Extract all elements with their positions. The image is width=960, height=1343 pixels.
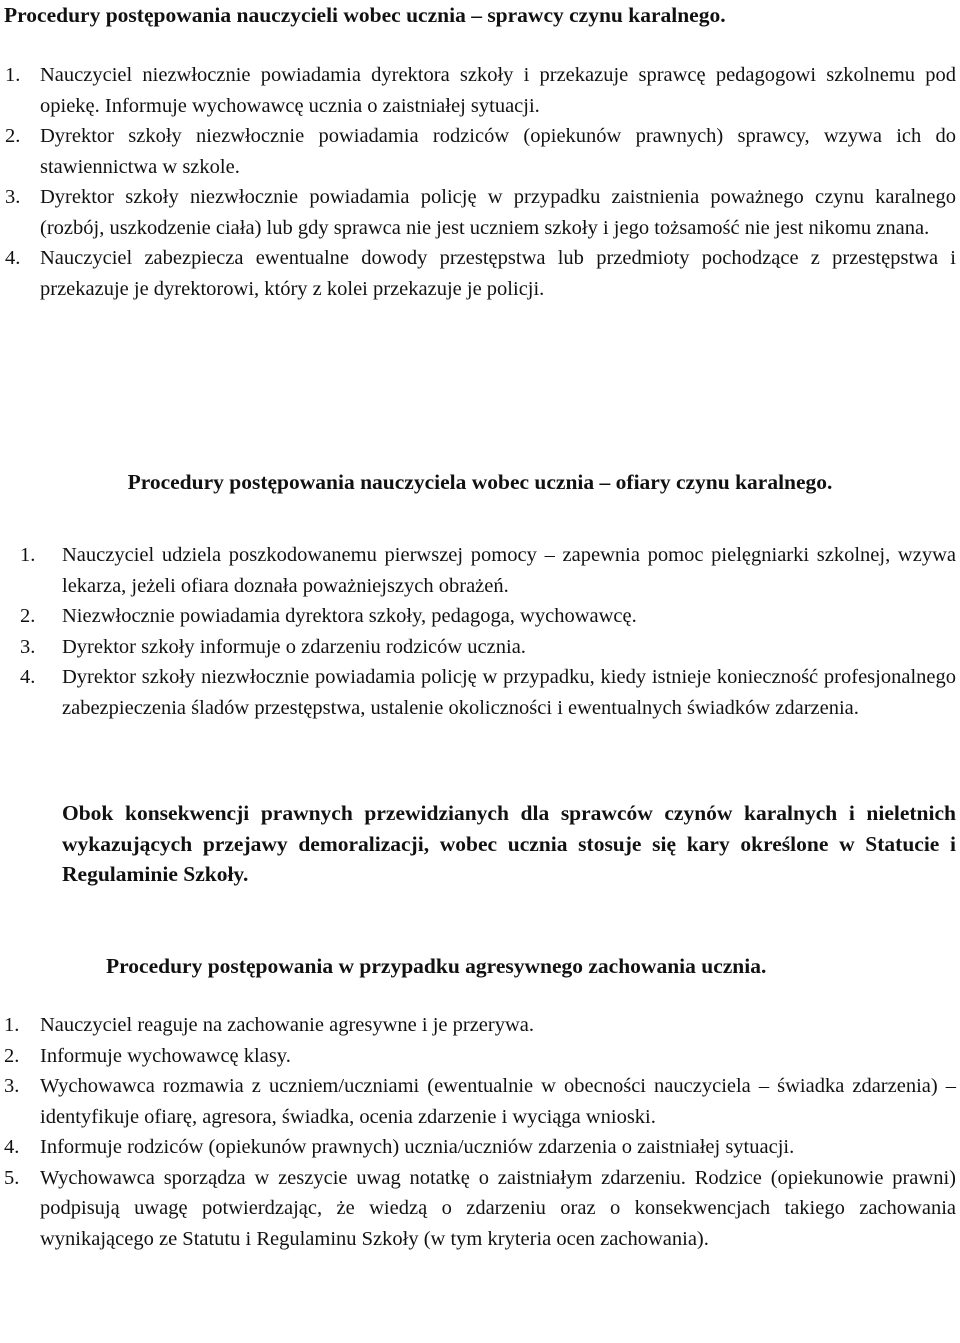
item-text: Informuje rodziców (opiekunów prawnych) ucznia/uczniów zdarzenia o zaistniałej sytuacji. xyxy=(40,1136,795,1158)
list-item xyxy=(0,540,960,601)
procedure-list xyxy=(0,60,960,304)
item-number: 3. xyxy=(5,186,21,208)
item-text: Informuje wychowawcę klasy. xyxy=(40,1044,291,1067)
item-number: 4. xyxy=(5,247,21,269)
item-text: Dyrektor szkoły niezwłocznie powiadamia policję w przypadku, kiedy istnieje konieczność profesjonalnego zabezpieczenia śladów przestępstwa, ustalenie okoliczności i ewentualnych świadków zdarzenia. xyxy=(62,666,956,719)
item-text: Nauczyciel udziela poszkodowanemu pierwszej pomocy – zapewnia pomoc pielęgniarki szkolnej, wzywa lekarza, jeżeli ofiara doznała poważniejszych obrażeń. xyxy=(62,544,956,597)
list-item xyxy=(0,1071,960,1132)
item-number: 4. xyxy=(20,666,36,688)
item-number: 1. xyxy=(20,544,36,566)
item-text: Dyrektor szkoły informuje o zdarzeniu rodziców ucznia. xyxy=(62,635,526,658)
item-text: Dyrektor szkoły niezwłocznie powiadamia rodziców (opiekunów prawnych) sprawcy, wzywa ich do stawiennictwa w szkole. xyxy=(40,125,956,178)
item-number: 3. xyxy=(20,635,36,658)
consequences-note: Obok konsekwencji prawnych przewidzianych dla sprawców czynów karalnych i nieletnich wykazujących przejawy demoralizacji, wobec ucznia stosuje się kary określone w Statucie i Regulaminie Szkoły. xyxy=(62,801,956,886)
item-number: 3. xyxy=(4,1075,20,1097)
procedure-list xyxy=(0,1010,960,1254)
section-heading: Procedury postępowania nauczyciela wobec ucznia – ofiary czynu karalnego. xyxy=(127,470,833,494)
list-item xyxy=(0,632,960,663)
item-text: Nauczyciel zabezpiecza ewentualne dowody przestępstwa lub przedmioty pochodzące z przestępstwa i przekazuje je dyrektorowi, który z kolei przekazuje je policji. xyxy=(40,247,956,300)
item-number: 2. xyxy=(5,125,21,147)
list-item xyxy=(0,121,960,182)
list-item xyxy=(0,601,960,632)
list-item xyxy=(0,1010,960,1041)
item-text: Dyrektor szkoły niezwłocznie powiadamia policję w przypadku zaistnienia poważnego czynu karalnego (rozbój, uszkodzenie ciała) lub gdy sprawca nie jest uczniem szkoły i jego tożsamość nie jest nikomu znana. xyxy=(40,186,956,239)
list-item xyxy=(0,182,960,243)
item-number: 5. xyxy=(4,1166,20,1189)
list-item xyxy=(0,60,960,121)
item-text: Nauczyciel reaguje na zachowanie agresywne i je przerywa. xyxy=(40,1014,535,1036)
list-item xyxy=(0,1041,960,1072)
section-heading: Procedury postępowania w przypadku agresywnego zachowania ucznia. xyxy=(106,954,767,978)
list-item xyxy=(0,1163,960,1255)
section-heading: Procedury postępowania nauczycieli wobec ucznia – sprawcy czynu karalnego. xyxy=(4,3,726,27)
section-aggression xyxy=(0,951,960,1254)
item-number: 2. xyxy=(20,605,36,627)
list-item xyxy=(0,1132,960,1163)
item-number: 1. xyxy=(5,64,21,86)
procedure-list xyxy=(0,540,960,723)
item-number: 1. xyxy=(4,1014,20,1036)
item-text: Niezwłocznie powiadamia dyrektora szkoły, pedagoga, wychowawcę. xyxy=(62,605,637,627)
item-number: 2. xyxy=(4,1044,20,1067)
section-victim xyxy=(0,467,960,723)
item-text: Wychowawca sporządza w zeszycie uwag notatkę o zaistniałym zdarzeniu. Rodzice (opiekunowie prawni) podpisują uwagę potwierdzając, że wiedzą o zdarzeniu oraz o konsekwencjach takiego zachowania wynikającego ze Statutu i Regulaminu Szkoły (w tym kryteria ocen zachowania). xyxy=(40,1166,956,1250)
section-perpetrator xyxy=(0,0,960,304)
list-item xyxy=(0,243,960,304)
list-item xyxy=(0,662,960,723)
item-text: Nauczyciel niezwłocznie powiadamia dyrektora szkoły i przekazuje sprawcę pedagogowi szkolnemu pod opiekę. Informuje wychowawcę ucznia o zaistniałej sytuacji. xyxy=(40,64,956,117)
item-number: 4. xyxy=(4,1136,20,1158)
item-text: Wychowawca rozmawia z uczniem/uczniami (ewentualnie w obecności nauczyciela – świadka zdarzenia) – identyfikuje ofiarę, agresora, świadka, ocenia zdarzenie i wyciąga wnioski. xyxy=(40,1075,956,1128)
consequences-note-block xyxy=(0,798,960,890)
